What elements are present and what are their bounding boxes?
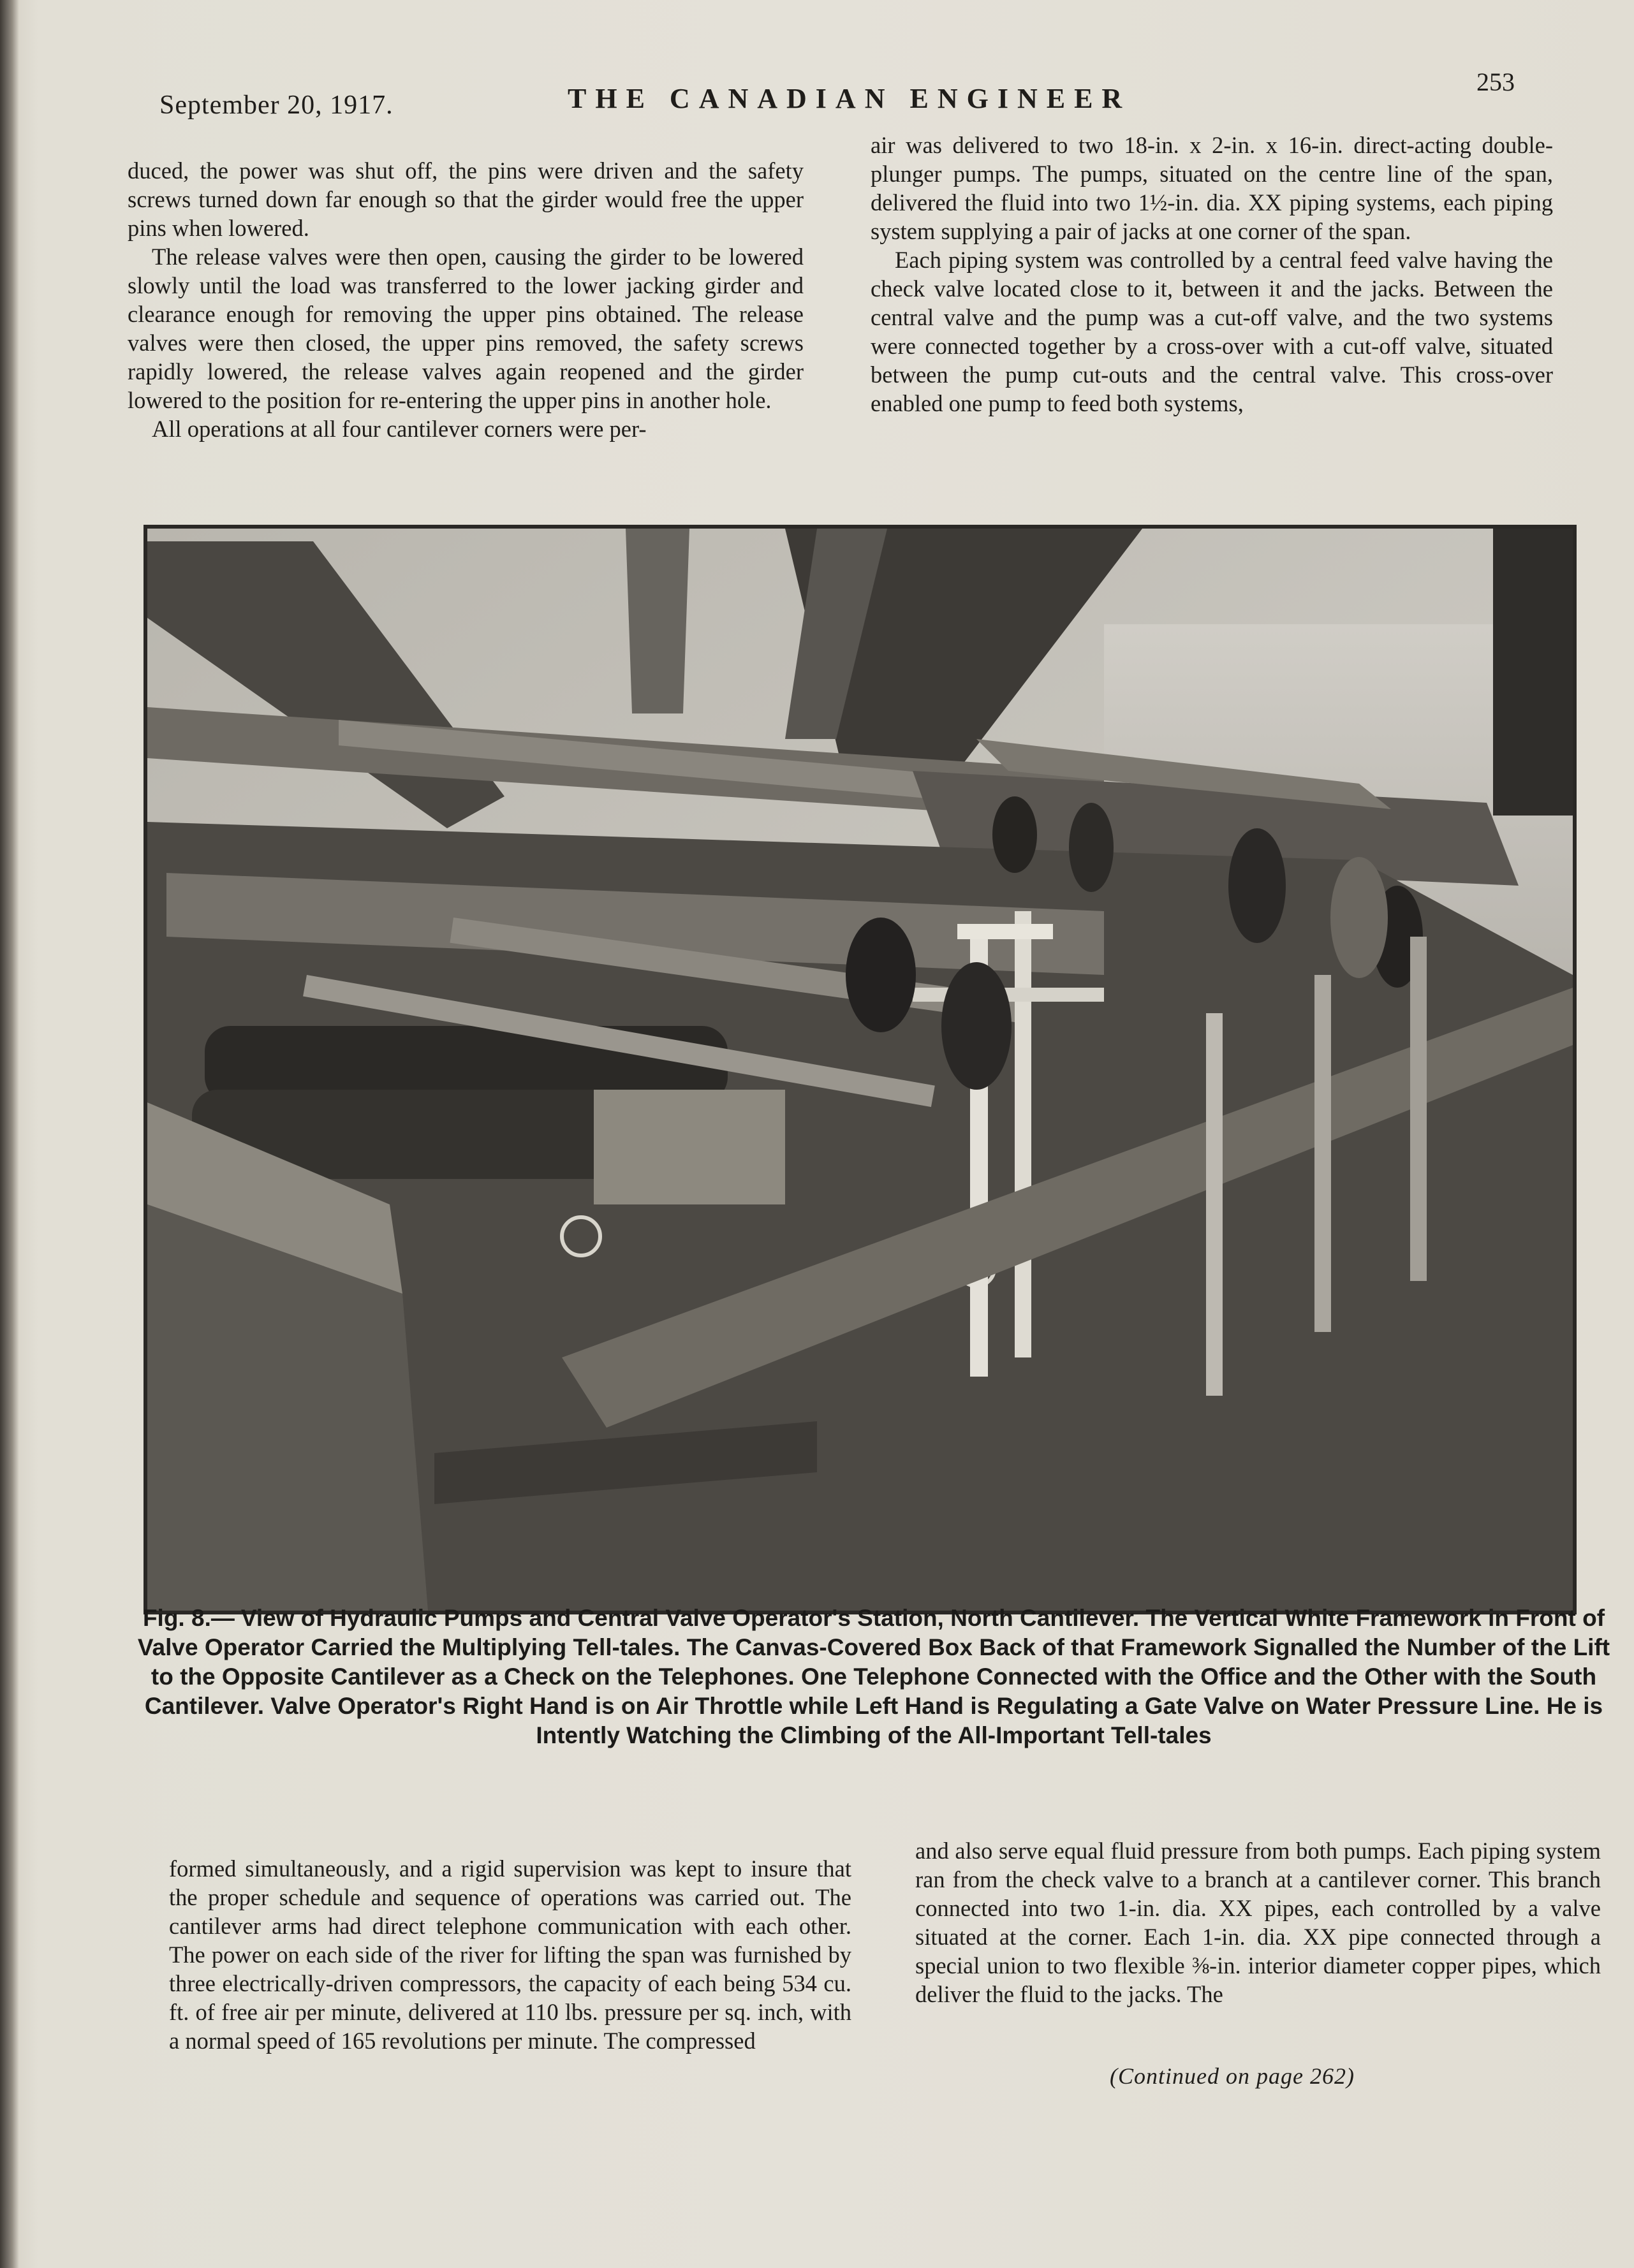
issue-date: September 20, 1917. xyxy=(159,91,394,120)
column-bottom-left xyxy=(169,1854,851,2055)
column-top-right xyxy=(871,131,1553,418)
paragraph: and also serve equal fluid pressure from both pumps. Each piping system ran from the check valve to a branch at a cantilever corner. This branch connected into two 1-in. dia. XX pipes, each controlled by a valve situated at the corner. Each 1-in. dia. XX pipe connected through a special union to two flexible ⅜-in. interior diameter copper pipes, which deliver the fluid to the jacks. The xyxy=(915,1838,1601,2007)
figure-caption-text: View of Hydraulic Pumps and Central Valve Operator's Station, North Cantilever. The Vertical White Framework in Front of Valve Operator Carried the Multiplying Tell-tales. The Canvas-Covered Box Back of that Framework Signalled the Number of the Lift to the Opposite Cantilever as a Check on the Telephones. One Telephone Connected with the Office and the Other with the South Cantilever. Valve Operator's Right Hand is on Air Throttle while Left Hand is Regulating a Gate Valve on Water Pressure Line. He is Intently Watching the Climbing of the All-Important Tell-tales xyxy=(137,1605,1610,1748)
continued-note: (Continued on page 262) xyxy=(1110,2063,1355,2089)
column-bottom-right xyxy=(915,1836,1601,2008)
figure-caption xyxy=(128,1604,1620,1750)
figure-photograph xyxy=(144,525,1577,1614)
column-top-left xyxy=(128,156,804,443)
running-header xyxy=(159,67,1518,137)
page-number: 253 xyxy=(1476,68,1515,96)
binding-gutter xyxy=(0,0,19,2268)
paragraph: duced, the power was shut off, the pins were driven and the safety screws turned down far enough so that the girder would free the upper pins when lowered. xyxy=(128,157,804,241)
figure-label: Fig. 8.— xyxy=(142,1605,235,1631)
paragraph: All operations at all four cantilever corners were per- xyxy=(152,416,647,442)
paragraph: air was delivered to two 18-in. x 2-in. x 16-in. direct-acting double-plunger pumps. The pumps, situated on the centre line of the span, delivered the fluid into two 1½-in. dia. XX piping systems, each piping system supplying a pair of jacks at one corner of the span. xyxy=(871,132,1553,244)
paragraph: Each piping system was controlled by a central feed valve having the check valve located close to it, between it and the jacks. Between the central valve and the pump was a cut-off valve, and the two systems were connected together by a cross-over with a cut-off valve, situated between the pump cut-outs and the central valve. This cross-over enabled one pump to feed both systems, xyxy=(871,247,1553,416)
paragraph: The release valves were then open, causing the girder to be lowered slowly until the load was transferred to the lower jacking girder and clearance enough for removing the upper pins obtained. The release valves were then closed, the upper pins removed, the safety screws rapidly lowered, the release valves again reopened and the girder lowered to the position for re-entering the upper pins in another hole. xyxy=(128,244,804,413)
paragraph: formed simultaneously, and a rigid supervision was kept to insure that the proper schedule and sequence of operations was carried out. The cantilever arms had direct telephone communication with each other. The power on each side of the river for lifting the span was furnished by three electrically-driven compressors, the capacity of each being 534 cu. ft. of free air per minute, delivered at 110 lbs. pressure per sq. inch, with a normal speed of 165 revolutions per minute. The compressed xyxy=(169,1855,851,2054)
bridge-pump-station-photo xyxy=(147,529,1573,1611)
journal-title: THE CANADIAN ENGINEER xyxy=(568,83,1131,114)
